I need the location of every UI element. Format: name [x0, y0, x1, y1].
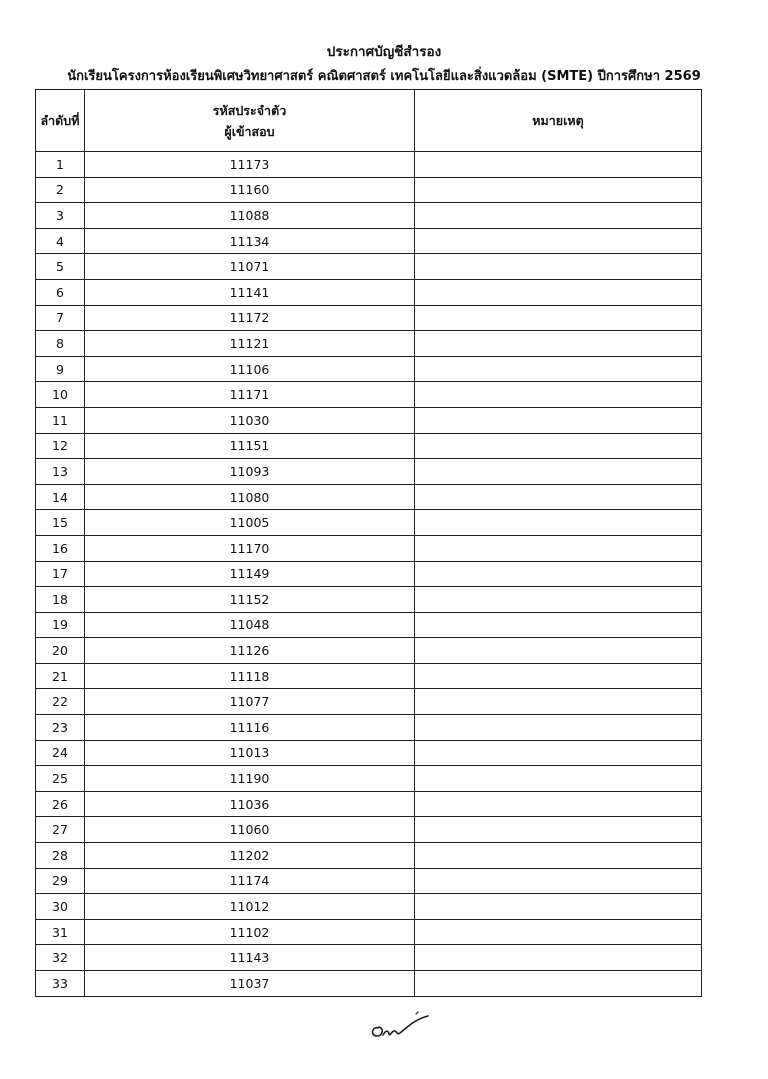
cell-order: 18: [36, 587, 85, 613]
cell-order: 3: [36, 203, 85, 229]
table-row: [36, 843, 702, 869]
cell-candidate-id: 11048: [85, 612, 415, 638]
cell-candidate-id: 11012: [85, 894, 415, 920]
cell-order: 26: [36, 791, 85, 817]
cell-order: 21: [36, 663, 85, 689]
cell-remark: [415, 587, 702, 613]
table-row: [36, 740, 702, 766]
cell-candidate-id: 11173: [85, 152, 415, 178]
cell-candidate-id: 11174: [85, 868, 415, 894]
table-row: [36, 510, 702, 536]
cell-order: 13: [36, 459, 85, 485]
cell-order: 32: [36, 945, 85, 971]
cell-order: 30: [36, 894, 85, 920]
cell-order: 22: [36, 689, 85, 715]
cell-remark: [415, 766, 702, 792]
cell-remark: [415, 484, 702, 510]
cell-candidate-id: 11118: [85, 663, 415, 689]
page-title: ประกาศบัญชีสำรอง: [326, 44, 442, 60]
table-row: [36, 356, 702, 382]
cell-order: 15: [36, 510, 85, 536]
cell-remark: [415, 612, 702, 638]
cell-order: 17: [36, 561, 85, 587]
column-header-candidate-id: [85, 90, 415, 152]
table-row: [36, 791, 702, 817]
table-row: [36, 561, 702, 587]
cell-order: 1: [36, 152, 85, 178]
cell-remark: [415, 971, 702, 997]
table-row: [36, 715, 702, 741]
cell-remark: [415, 459, 702, 485]
cell-order: 31: [36, 919, 85, 945]
cell-order: 29: [36, 868, 85, 894]
table-row: [36, 305, 702, 331]
table-body: [36, 152, 702, 997]
cell-remark: [415, 254, 702, 280]
table-row: [36, 663, 702, 689]
cell-remark: [415, 817, 702, 843]
cell-remark: [415, 945, 702, 971]
table-row: [36, 459, 702, 485]
cell-order: 12: [36, 433, 85, 459]
table-row: [36, 945, 702, 971]
cell-candidate-id: 11149: [85, 561, 415, 587]
cell-remark: [415, 791, 702, 817]
cell-candidate-id: 11126: [85, 638, 415, 664]
table-row: [36, 587, 702, 613]
cell-candidate-id: 11170: [85, 535, 415, 561]
cell-order: 4: [36, 228, 85, 254]
table-row: [36, 152, 702, 178]
table-row: [36, 535, 702, 561]
cell-order: 25: [36, 766, 85, 792]
cell-order: 7: [36, 305, 85, 331]
cell-order: 28: [36, 843, 85, 869]
cell-remark: [415, 894, 702, 920]
cell-remark: [415, 663, 702, 689]
table-row: [36, 817, 702, 843]
cell-order: 24: [36, 740, 85, 766]
column-header-order: ลำดับที่: [36, 90, 85, 152]
cell-order: 8: [36, 331, 85, 357]
cell-remark: [415, 279, 702, 305]
table-row: [36, 612, 702, 638]
table-row: [36, 919, 702, 945]
cell-remark: [415, 433, 702, 459]
cell-candidate-id: 11134: [85, 228, 415, 254]
cell-candidate-id: 11093: [85, 459, 415, 485]
cell-remark: [415, 305, 702, 331]
cell-remark: [415, 407, 702, 433]
cell-candidate-id: 11071: [85, 254, 415, 280]
cell-candidate-id: 11202: [85, 843, 415, 869]
table-row: [36, 382, 702, 408]
cell-order: 19: [36, 612, 85, 638]
cell-remark: [415, 331, 702, 357]
cell-candidate-id: 11121: [85, 331, 415, 357]
table-row: [36, 894, 702, 920]
table-row: [36, 407, 702, 433]
cell-candidate-id: 11030: [85, 407, 415, 433]
cell-candidate-id: 11172: [85, 305, 415, 331]
cell-order: 5: [36, 254, 85, 280]
cell-candidate-id: 11088: [85, 203, 415, 229]
cell-order: 9: [36, 356, 85, 382]
table-row: [36, 228, 702, 254]
table-row: [36, 203, 702, 229]
cell-candidate-id: 11060: [85, 817, 415, 843]
table-row: [36, 868, 702, 894]
cell-candidate-id: 11143: [85, 945, 415, 971]
cell-candidate-id: 11037: [85, 971, 415, 997]
cell-candidate-id: 11036: [85, 791, 415, 817]
cell-order: 11: [36, 407, 85, 433]
cell-remark: [415, 919, 702, 945]
cell-remark: [415, 510, 702, 536]
reserve-list-table: [35, 89, 702, 997]
table-header: [36, 90, 702, 152]
table-row: [36, 638, 702, 664]
column-header-remarks: หมายเหตุ: [415, 90, 702, 152]
cell-order: 6: [36, 279, 85, 305]
cell-order: 10: [36, 382, 85, 408]
cell-candidate-id: 11160: [85, 177, 415, 203]
cell-order: 27: [36, 817, 85, 843]
cell-order: 23: [36, 715, 85, 741]
cell-candidate-id: 11171: [85, 382, 415, 408]
cell-order: 2: [36, 177, 85, 203]
table-row: [36, 433, 702, 459]
cell-remark: [415, 228, 702, 254]
column-header-id-line2: ผู้เข้าสอบ: [224, 123, 275, 139]
table-row: [36, 279, 702, 305]
cell-remark: [415, 356, 702, 382]
cell-order: 33: [36, 971, 85, 997]
cell-remark: [415, 689, 702, 715]
cell-remark: [415, 535, 702, 561]
cell-order: 14: [36, 484, 85, 510]
cell-remark: [415, 715, 702, 741]
cell-remark: [415, 177, 702, 203]
table-row: [36, 971, 702, 997]
cell-remark: [415, 740, 702, 766]
cell-candidate-id: 11005: [85, 510, 415, 536]
table-row: [36, 331, 702, 357]
cell-candidate-id: 11077: [85, 689, 415, 715]
table-row: [36, 484, 702, 510]
cell-candidate-id: 11102: [85, 919, 415, 945]
cell-remark: [415, 638, 702, 664]
cell-candidate-id: 11141: [85, 279, 415, 305]
page-subtitle: นักเรียนโครงการห้องเรียนพิเศษวิทยาศาสตร์ คณิตศาสตร์ เทคโนโลยีและสิ่งแวดล้อม (SMTE) ปีการศึกษา 2569: [67, 69, 701, 84]
cell-remark: [415, 561, 702, 587]
cell-remark: [415, 152, 702, 178]
table-row: [36, 689, 702, 715]
column-header-id-line1: รหัสประจำตัว: [212, 102, 287, 118]
cell-candidate-id: 11190: [85, 766, 415, 792]
cell-remark: [415, 382, 702, 408]
table-row: [36, 254, 702, 280]
cell-candidate-id: 11080: [85, 484, 415, 510]
cell-candidate-id: 11151: [85, 433, 415, 459]
cell-remark: [415, 868, 702, 894]
header-row: [36, 90, 702, 152]
cell-candidate-id: 11116: [85, 715, 415, 741]
cell-remark: [415, 203, 702, 229]
cell-candidate-id: 11013: [85, 740, 415, 766]
cell-candidate-id: 11152: [85, 587, 415, 613]
cell-remark: [415, 843, 702, 869]
signature-icon: [364, 1008, 434, 1042]
cell-order: 16: [36, 535, 85, 561]
cell-order: 20: [36, 638, 85, 664]
cell-candidate-id: 11106: [85, 356, 415, 382]
table-row: [36, 766, 702, 792]
table-row: [36, 177, 702, 203]
